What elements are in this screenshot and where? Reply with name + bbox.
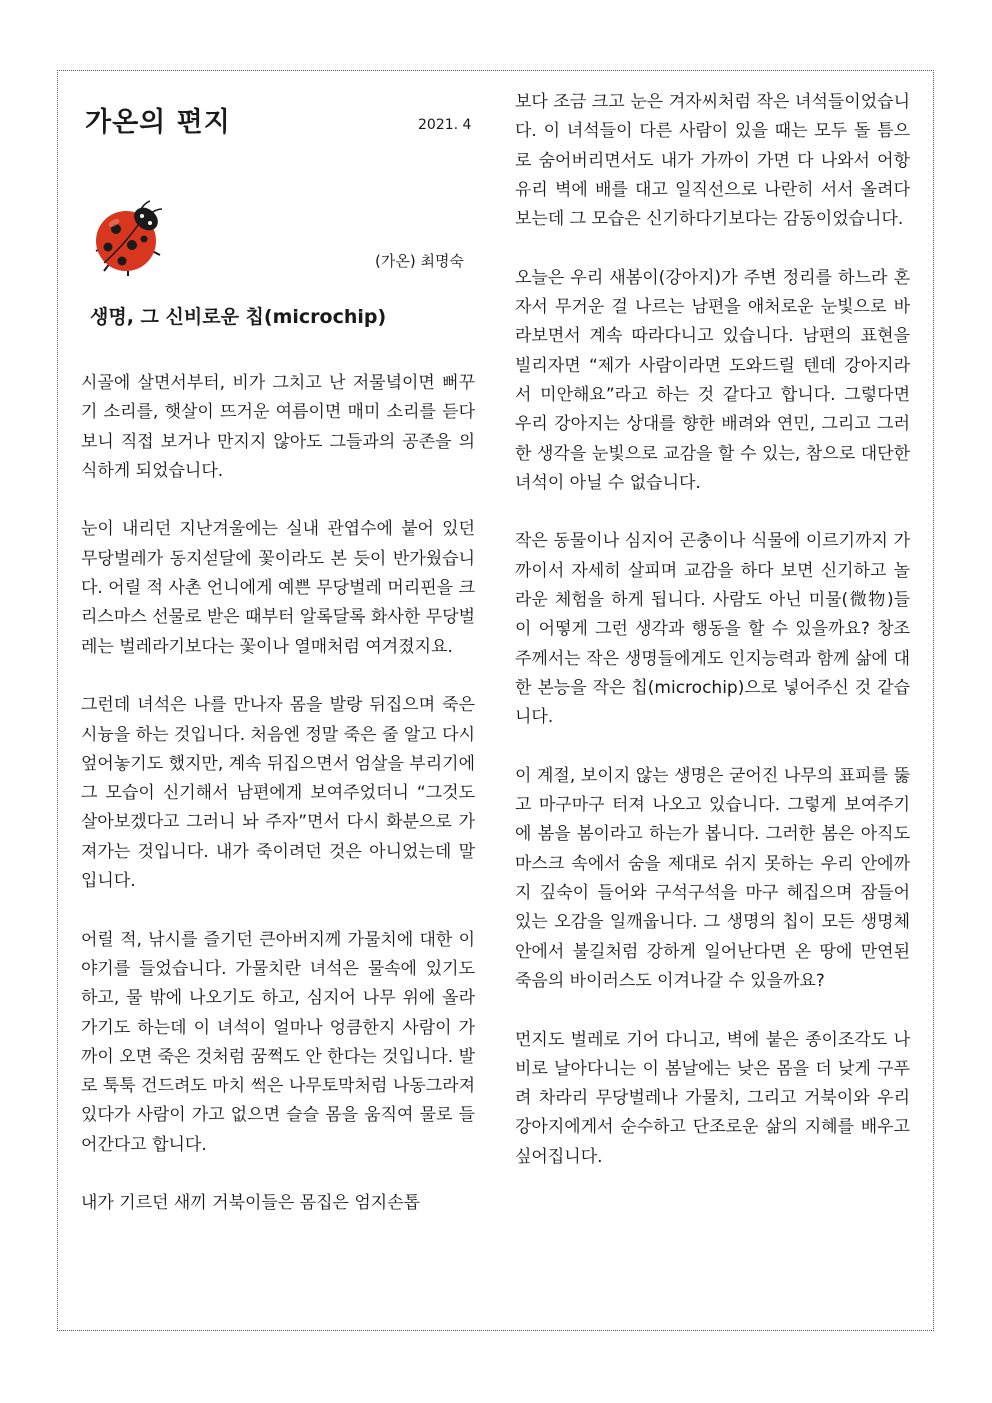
left-column (81, 369, 475, 1219)
page-title: 가온의 편지 (85, 107, 231, 138)
paragraph: 보다 조금 크고 눈은 겨자씨처럼 작은 녀석들이었습니다. 이 녀석들이 다른 사람이 있을 때는 모두 돌 틈으로 숨어버리면서도 내가 가까이 가면 다 나와서 어항 유리 벽에 배를 대고 일직선으로 나란히 서서 올려다보는데 그 모습은 신기하다기보다는 감동이었습니다. (515, 92, 910, 230)
paragraph: 내가 기르던 새끼 거북이들은 몸집은 엄지손톱 (81, 1193, 421, 1214)
issue-date: 2021. 4 (418, 117, 472, 133)
paragraph: 먼지도 벌레로 기어 다니고, 벽에 붙은 종이조각도 나비로 날아다니는 이 봄날에는 낮은 몸을 더 낮게 구푸려 차라리 무당벌레나 가물치, 그리고 거북이와 우리 강아지에게서 순수하고 단조로운 삶의 지혜를 배우고 싶어집니다. (515, 1029, 910, 1167)
paragraph: 눈이 내리던 지난겨울에는 실내 관엽수에 붙어 있던 무당벌레가 동지섣달에 꽃이라도 본 듯이 반가웠습니다. 어릴 적 사촌 언니에게 예쁜 무당벌레 머리핀을 크리스마스 선물로 받은 때부터 알록달록 화사한 무당벌레는 벌레라기보다는 꽃이나 열매처럼 여겨졌지요. (81, 519, 475, 657)
paragraph: 그런데 녀석은 나를 만나자 몸을 발랑 뒤집으며 죽은 시늉을 하는 것입니다. 처음엔 정말 죽은 줄 알고 다시 엎어놓기도 했지만, 계속 뒤집으면서 엄살을 부리기에 그 모습이 신기해서 남편에게 보여주었더니 “그것도 살아보겠다고 그러니 놔 주자”면서 다시 화분으로 가져가는 것입니다. 내가 죽이려던 것은 아니었는데 말입니다. (81, 695, 475, 892)
paragraph: 어릴 적, 낚시를 즐기던 큰아버지께 가물치에 대한 이야기를 들었습니다. 가물치란 녀석은 물속에 있기도 하고, 물 밖에 나오기도 하고, 심지어 나무 위에 올라가기도 하는데 이 녀석이 얼마나 엉큼한지 사람이 가까이 오면 죽은 것처럼 꿈쩍도 안 한다는 것입니다. 발로 툭툭 건드려도 마치 썩은 나무토막처럼 나동그라져 있다가 사람이 가고 없으면 슬슬 몸을 움직여 물로 들어간다고 합니다. (81, 929, 475, 1155)
paragraph: 시골에 살면서부터, 비가 그치고 난 저물녘이면 뻐꾸기 소리를, 햇살이 뜨거운 여름이면 매미 소리를 듣다 보니 직접 보거나 만지지 않아도 그들과의 공존을 의식하게 되었습니다. (81, 373, 475, 481)
author-name: (가온) 최명숙 (375, 252, 464, 270)
paragraph: 작은 동물이나 심지어 곤충이나 식물에 이르기까지 가까이서 자세히 살피며 교감을 하다 보면 신기하고 놀라운 체험을 하게 됩니다. 사람도 아닌 미물(微物)들이 어떻게 그런 생각과 행동을 할 수 있을까요? 창조주께서는 작은 생명들에게도 인지능력과 함께 삶에 대한 본능을 작은 칩(microchip)으로 넣어주신 것 같습니다. (515, 531, 910, 728)
ladybug-icon (88, 195, 170, 277)
article-subtitle: 생명, 그 신비로운 칩(microchip) (90, 306, 387, 328)
paragraph: 오늘은 우리 새봄이(강아지)가 주변 정리를 하느라 혼자서 무거운 걸 나르는 남편을 애처로운 눈빛으로 바라보면서 계속 따라다니고 있습니다. 남편의 표현을 빌리자면 “제가 사람이라면 도와드릴 텐데 강아지라서 미안해요”라고 하는 것 같다고 합니다. 그렇다면 우리 강아지는 상대를 향한 배려와 연민, 그리고 그러한 생각을 눈빛으로 교감을 할 수 있는, 참으로 대단한 녀석이 아닐 수 없습니다. (515, 267, 910, 493)
right-column (515, 88, 910, 1172)
paragraph: 이 계절, 보이지 않는 생명은 굳어진 나무의 표피를 뚫고 마구마구 터져 나오고 있습니다. 그렇게 보여주기에 봄을 봄이라고 하는가 봅니다. 그러한 봄은 아직도 마스크 속에서 숨을 제대로 쉬지 못하는 우리 안에까지 깊숙이 들어와 구석구석을 마구 헤집으며 잠들어 있는 오감을 일깨웁니다. 그 생명의 칩이 모든 생명체 안에서 불길처럼 강하게 일어난다면 온 땅에 만연된 죽음의 바이러스도 이겨나갈 수 있을까요? (515, 765, 910, 991)
